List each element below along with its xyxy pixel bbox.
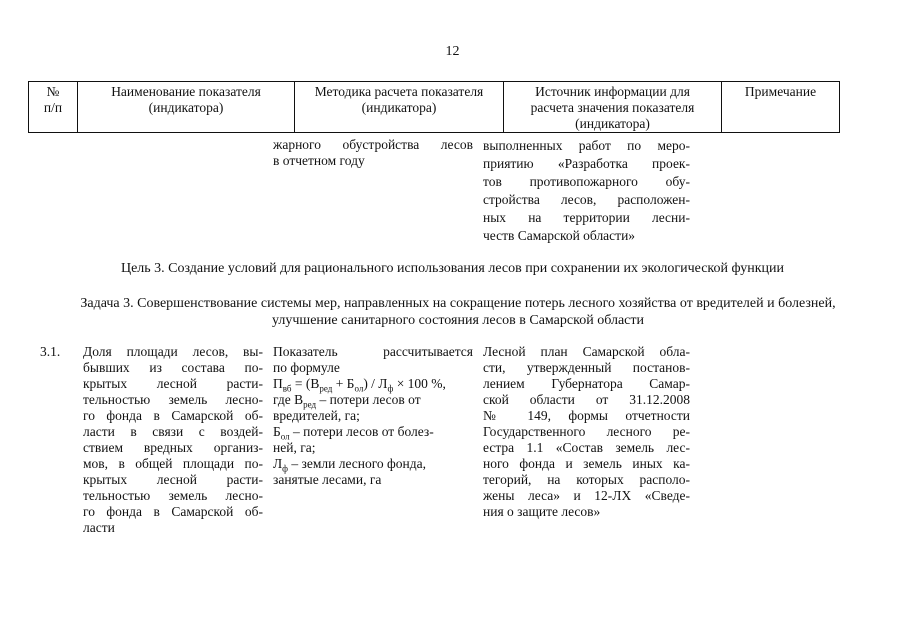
continuation-source-line: стройства лесов, расположен- xyxy=(483,192,690,207)
source-line: Лесной план Самарской обла- xyxy=(483,344,690,359)
indicator-line: го фонда в Самарской об- xyxy=(83,408,263,423)
indicator-line: тельностью земель лесно- xyxy=(83,488,263,503)
source-line: ния о защите лесов» xyxy=(483,504,601,519)
method-line xyxy=(273,392,473,408)
formula-part: П xyxy=(273,376,283,391)
source-line: ской области от 31.12.2008 xyxy=(483,392,690,407)
method-line: вредителей, га; xyxy=(273,408,360,423)
task-heading: Задача 3. Совершенствование системы мер, направленных на сокращение потерь лесного хозяйства от вредителей и болезней, улучшение санитарного состояния лесов в Самарской области xyxy=(80,296,836,328)
formula-part: где В xyxy=(273,392,304,407)
continuation-method-line: жарного обустройства лесов xyxy=(273,137,473,152)
page-number: 12 xyxy=(445,44,460,59)
source-line: ного фонда и земель иных ка- xyxy=(483,456,690,471)
method-line: занятые лесами, га xyxy=(273,472,382,487)
header-name: Наименование показателя (индикатора) xyxy=(78,82,295,132)
continuation-source-line: честв Самарской области» xyxy=(483,228,636,243)
indicator-cell xyxy=(83,344,263,536)
row-number: 3.1. xyxy=(40,344,61,359)
method-cell xyxy=(273,344,473,488)
continuation-method-line: в отчетном году xyxy=(273,153,365,168)
header-note: Примечание xyxy=(744,84,817,99)
source-line: № 149, формы отчетности xyxy=(483,408,690,423)
formula-subscript: ф xyxy=(387,383,394,394)
indicator-line: бывших из состава по- xyxy=(83,360,263,375)
formula-part: = (В xyxy=(291,376,320,391)
continuation-source-line: тов противопожарного обу- xyxy=(483,174,690,189)
source-line: тегорий, на которых располо- xyxy=(483,472,690,487)
indicator-line: Доля площади лесов, вы- xyxy=(83,344,263,359)
formula-part: Л xyxy=(273,456,283,471)
indicator-line: мов, в общей площади по- xyxy=(83,456,263,471)
indicator-line: тельностью земель лесно- xyxy=(83,392,263,407)
formula-part: – земли лесного фонда, xyxy=(288,456,427,471)
formula-subscript: вб xyxy=(282,383,292,394)
continuation-source xyxy=(483,137,690,245)
method-line xyxy=(273,456,473,472)
continuation-source-line: ных на территории лесни- xyxy=(483,210,690,225)
formula-subscript: ред xyxy=(319,383,333,394)
header-num: № п/п xyxy=(29,82,78,132)
indicator-line: ствием вредных организ- xyxy=(83,440,263,455)
source-line: естра 1.1 «Состав земель лес- xyxy=(483,440,690,455)
header-source: Источник информации для расчета значения показателя (индикатора) xyxy=(504,82,722,132)
method-line xyxy=(273,424,473,440)
formula-part: + Б xyxy=(332,376,355,391)
formula-subscript: ред xyxy=(303,399,317,410)
indicator-line: ласти в связи с воздей- xyxy=(83,424,263,439)
formula-part: – потери лесов от болез- xyxy=(289,424,434,439)
method-line: Показатель рассчитывается xyxy=(273,344,473,359)
formula-part: – потери лесов от xyxy=(316,392,421,407)
table-header xyxy=(28,81,840,133)
formula-part: × 100 %, xyxy=(393,376,446,391)
source-line: жены леса» и 12-ЛХ «Сведе- xyxy=(483,488,690,503)
source-line: Государственного лесного ре- xyxy=(483,424,690,439)
source-line: лением Губернатора Самар- xyxy=(483,376,690,391)
method-line: по формуле xyxy=(273,360,340,375)
formula-subscript: ол xyxy=(354,383,364,394)
continuation-source-line: приятию «Разработка проек- xyxy=(483,156,690,171)
source-cell xyxy=(483,344,690,520)
continuation-source-line: выполненных работ по меро- xyxy=(483,138,690,153)
method-line: ней, га; xyxy=(273,440,316,455)
indicator-line: го фонда в Самарской об- xyxy=(83,504,263,519)
method-formula xyxy=(273,376,473,392)
indicator-line: крытых лесной расти- xyxy=(83,472,263,487)
goal-heading: Цель 3. Создание условий для рационального использования лесов при сохранении их экологической функции xyxy=(120,261,784,276)
header-method: Методика расчета показателя (индикатора) xyxy=(295,82,504,132)
formula-subscript: ол xyxy=(280,431,290,442)
formula-part: ) / Л xyxy=(363,376,388,391)
continuation-method xyxy=(273,137,473,169)
indicator-line: ласти xyxy=(83,520,115,535)
source-line: сти, утвержденный постанов- xyxy=(483,360,690,375)
formula-subscript: ф xyxy=(282,463,288,474)
indicator-line: крытых лесной расти- xyxy=(83,376,263,391)
formula-part: Б xyxy=(273,424,281,439)
